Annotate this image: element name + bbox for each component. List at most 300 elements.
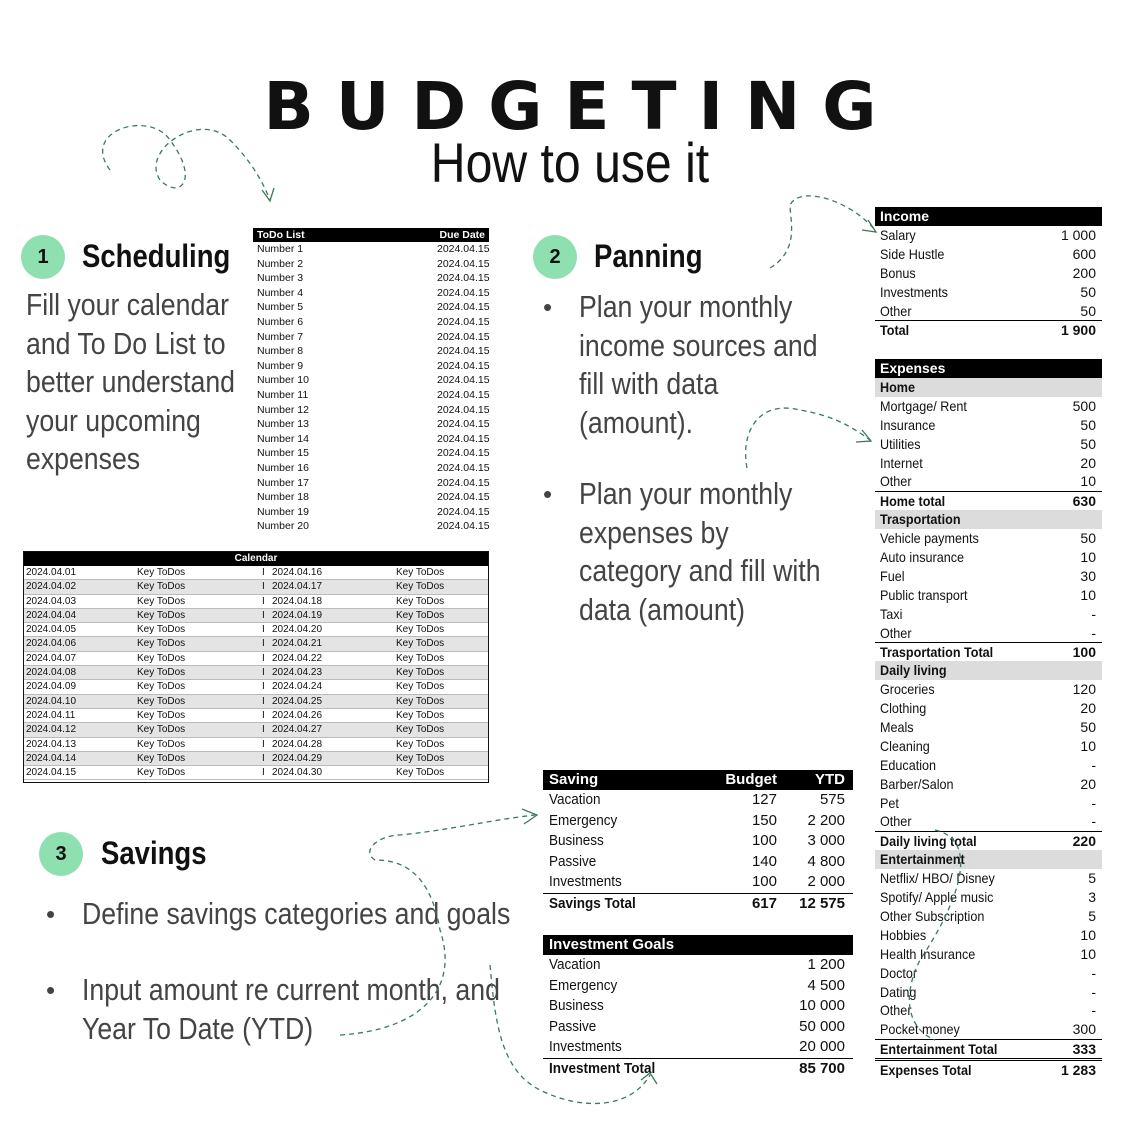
investment-total-value: 85 700 [799, 1059, 845, 1077]
calendar-todos: Key ToDos [137, 667, 186, 679]
calendar-separator: I [262, 609, 265, 621]
income-row-value: 50 [1080, 283, 1096, 300]
calendar-todos: Key ToDos [396, 581, 445, 593]
investment-row [543, 976, 853, 997]
expense-row-value: - [1091, 624, 1096, 641]
expense-row-value: 50 [1080, 530, 1096, 547]
expense-row-value: 20 [1080, 775, 1096, 792]
saving-ytd: 575 [819, 791, 845, 808]
bullet-dot: • [46, 975, 56, 1005]
calendar-date: 2024.04.03 [26, 595, 77, 607]
expense-row-value: - [1091, 605, 1096, 622]
todo-row [253, 388, 489, 403]
todo-row [253, 242, 489, 257]
expense-row [875, 472, 1102, 491]
income-row [875, 226, 1102, 245]
todo-due-date: 2024.04.15 [437, 418, 490, 431]
expense-row [875, 888, 1102, 907]
calendar-todos: Key ToDos [137, 767, 186, 779]
todo-due-date: 2024.04.15 [437, 301, 490, 314]
investment-total [543, 1058, 853, 1079]
expense-row-label: Utilities [880, 435, 921, 452]
income-row [875, 302, 1102, 321]
todo-item: Number 9 [257, 359, 304, 372]
todo-row [253, 359, 489, 374]
bullet-line: fill with data [579, 366, 719, 401]
calendar-date: 2024.04.02 [26, 581, 77, 593]
todo-item: Number 17 [257, 476, 309, 489]
expense-group-total-value: 333 [1072, 1041, 1096, 1058]
todo-row [253, 271, 489, 286]
calendar-todos: Key ToDos [396, 667, 445, 679]
expense-row-label: Internet [880, 454, 923, 471]
expense-group-total [875, 491, 1102, 510]
calendar-todos: Key ToDos [137, 752, 186, 764]
saving-budget: 127 [751, 791, 777, 808]
expense-row-label: Taxi [880, 605, 903, 622]
income-row-label: Side Hustle [880, 245, 945, 262]
saving-ytd: 4 800 [807, 852, 845, 870]
expense-group-total [875, 642, 1102, 661]
calendar-separator: I [262, 595, 265, 607]
todo-item: Number 1 [257, 243, 304, 255]
arrowhead-saving [522, 809, 537, 824]
calendar-date: 2024.04.28 [272, 738, 323, 750]
calendar-row [24, 580, 488, 594]
calendar-todos: Key ToDos [396, 752, 445, 764]
calendar-todos: Key ToDos [137, 681, 186, 693]
expense-row-label: Education [880, 756, 937, 773]
todo-item: Number 10 [257, 374, 309, 387]
investment-row [543, 996, 853, 1017]
bullet-dot: • [543, 292, 553, 322]
calendar-todos: Key ToDos [396, 695, 445, 707]
bullet-line: (amount). [579, 404, 694, 440]
scheduling-description [26, 286, 235, 479]
todo-item: Number 18 [257, 491, 309, 504]
bullet-line: Define savings categories and goals [82, 896, 511, 931]
expenses-total [875, 1061, 1102, 1080]
calendar-todos: Key ToDos [396, 738, 445, 750]
todo-due-date: 2024.04.15 [437, 330, 490, 343]
investment-category: Passive [549, 1017, 597, 1035]
expense-group [875, 510, 1102, 529]
expense-row-label: Other [880, 813, 912, 830]
panning-bullet-expenses [543, 475, 843, 635]
expense-row-value: 120 [1072, 681, 1096, 698]
income-total-value: 1 900 [1060, 322, 1096, 339]
saving-budget: 100 [751, 832, 777, 849]
expense-row-label: Pocket money [880, 1021, 960, 1038]
expense-row-value: - [1091, 964, 1096, 981]
expense-row-label: Cleaning [880, 737, 930, 754]
expense-row-value: 10 [1080, 926, 1096, 943]
todo-due-date: 2024.04.15 [437, 520, 490, 533]
todo-item: Number 20 [257, 520, 309, 533]
expense-row-value: 20 [1080, 700, 1096, 717]
expense-row-label: Hobbies [880, 926, 927, 943]
income-total-label: Total [880, 322, 910, 339]
saving-total-ytd: 12 575 [799, 894, 845, 912]
calendar-date: 2024.04.29 [272, 752, 323, 764]
investment-category: Emergency [549, 976, 618, 994]
expense-row-label: Other [880, 473, 912, 490]
expense-row [875, 680, 1102, 699]
expense-row [875, 529, 1102, 548]
income-row [875, 283, 1102, 302]
expense-row [875, 416, 1102, 435]
expense-row [875, 869, 1102, 888]
todo-row [253, 505, 489, 520]
todo-header [253, 228, 489, 242]
section-title-panning: Panning [594, 238, 703, 274]
income-row-value: 50 [1080, 302, 1096, 319]
scheduling-line: expenses [26, 441, 141, 476]
calendar-separator: I [262, 681, 265, 693]
expense-row [875, 1001, 1102, 1020]
calendar-date: 2024.04.21 [272, 638, 323, 650]
calendar-todos: Key ToDos [137, 738, 186, 750]
expense-row-value: - [1091, 756, 1096, 773]
expense-row-value: - [1091, 813, 1096, 830]
section-title-savings: Savings [101, 835, 207, 871]
saving-header-ytd: YTD [815, 771, 845, 788]
calendar-todos: Key ToDos [137, 709, 186, 721]
scheduling-line: Fill your calendar [26, 287, 230, 322]
expense-group-total [875, 831, 1102, 850]
calendar-row [24, 752, 488, 766]
expenses-header: Expenses [875, 359, 1102, 378]
todo-due-date: 2024.04.15 [437, 403, 490, 416]
investment-row [543, 1037, 853, 1058]
expense-row-label: Vehicle payments [880, 530, 979, 547]
expense-row-value: 30 [1080, 567, 1096, 584]
step-badge-1: 1 [21, 235, 65, 279]
calendar-separator: I [262, 724, 265, 736]
calendar-row [24, 738, 488, 752]
todo-item: Number 14 [257, 432, 309, 445]
calendar-date: 2024.04.17 [272, 581, 323, 593]
todo-row [253, 257, 489, 272]
expense-row-label: Spotify/ Apple music [880, 889, 994, 906]
expense-row [875, 812, 1102, 831]
expense-row-label: Fuel [880, 567, 905, 584]
saving-budget: 150 [751, 811, 777, 829]
expense-row [875, 397, 1102, 416]
todo-due-date: 2024.04.15 [437, 491, 490, 504]
todo-due-date: 2024.04.15 [437, 359, 490, 372]
todo-row [253, 519, 489, 534]
todo-due-date: 2024.04.15 [437, 505, 490, 518]
expense-row [875, 435, 1102, 454]
saving-ytd: 3 000 [807, 832, 845, 849]
saving-category: Business [549, 832, 604, 849]
expense-row-value: 10 [1080, 737, 1096, 754]
saving-table [543, 770, 853, 913]
investment-category: Vacation [549, 956, 601, 973]
expenses-total-value: 1 283 [1060, 1062, 1096, 1079]
calendar-date: 2024.04.25 [272, 695, 323, 707]
calendar-separator: I [262, 652, 265, 664]
calendar-date: 2024.04.04 [26, 609, 77, 621]
calendar-date: 2024.04.16 [272, 567, 323, 578]
calendar-todos: Key ToDos [396, 652, 445, 664]
bullet-line: Plan your monthly [579, 289, 793, 324]
expense-row-value: 5 [1088, 870, 1096, 887]
saving-total-budget: 617 [751, 894, 777, 912]
expense-row-label: Other [880, 624, 912, 641]
calendar-separator: I [262, 567, 265, 578]
investment-goal: 4 500 [807, 976, 845, 994]
calendar-date: 2024.04.12 [26, 724, 77, 736]
calendar-date: 2024.04.09 [26, 681, 77, 693]
todo-row [253, 446, 489, 461]
expense-row-label: Mortgage/ Rent [880, 397, 967, 414]
expense-group-label: Entertainment [880, 851, 965, 868]
expense-group [875, 378, 1102, 397]
expense-row-label: Groceries [880, 681, 935, 698]
expense-row [875, 907, 1102, 926]
expense-row [875, 454, 1102, 473]
expense-row [875, 1020, 1102, 1039]
todo-row [253, 315, 489, 330]
calendar-row [24, 695, 488, 709]
calendar-date: 2024.04.11 [26, 709, 76, 721]
calendar-todos: Key ToDos [396, 624, 445, 636]
expense-group-total [875, 1039, 1102, 1058]
expense-row-value: 10 [1080, 549, 1096, 566]
saving-category: Investments [549, 873, 622, 890]
expense-row-label: Dating [880, 983, 917, 1000]
todo-item: Number 5 [257, 301, 304, 314]
calendar-todos: Key ToDos [137, 638, 186, 650]
investment-goal: 20 000 [799, 1038, 845, 1055]
expense-group-total-value: 630 [1072, 493, 1096, 510]
calendar-separator: I [262, 738, 265, 750]
todo-item: Number 12 [257, 403, 309, 416]
todo-due-date: 2024.04.15 [437, 272, 490, 285]
calendar-table [23, 551, 489, 783]
saving-row [543, 811, 853, 832]
expense-group-total-value: 220 [1072, 833, 1096, 850]
todo-row [253, 373, 489, 388]
saving-budget: 140 [751, 852, 777, 870]
todo-header-due: Due Date [439, 229, 485, 241]
expense-group-label: Daily living [880, 662, 947, 679]
expense-group-total-label: Trasportation Total [880, 644, 994, 661]
calendar-row [24, 566, 488, 580]
calendar-todos: Key ToDos [137, 609, 186, 621]
calendar-date: 2024.04.01 [26, 567, 77, 578]
calendar-separator: I [262, 624, 265, 636]
calendar-todos: Key ToDos [137, 724, 186, 736]
expense-row-label: Meals [880, 719, 914, 736]
expense-row [875, 586, 1102, 605]
income-row-label: Other [880, 302, 912, 319]
expense-row-value: 3 [1088, 889, 1096, 906]
todo-row [253, 286, 489, 301]
calendar-date: 2024.04.14 [26, 752, 77, 764]
todo-due-date: 2024.04.15 [437, 243, 490, 255]
expense-group-total-label: Daily living total [880, 833, 977, 850]
calendar-row [24, 766, 488, 780]
calendar-date: 2024.04.26 [272, 709, 323, 721]
todo-due-date: 2024.04.15 [437, 388, 490, 401]
income-row-label: Investments [880, 283, 948, 300]
todo-row [253, 476, 489, 491]
todo-list-table [253, 228, 489, 534]
calendar-todos: Key ToDos [396, 709, 445, 721]
calendar-row [24, 609, 488, 623]
todo-item: Number 4 [257, 286, 304, 299]
income-row-value: 600 [1072, 245, 1096, 262]
expense-row-value: 20 [1080, 454, 1096, 471]
todo-row [253, 417, 489, 432]
investment-goals-table [543, 935, 853, 1078]
saving-category: Passive [549, 852, 597, 870]
todo-due-date: 2024.04.15 [437, 257, 490, 270]
scheduling-line: better understand [26, 364, 235, 399]
todo-row [253, 432, 489, 447]
todo-due-date: 2024.04.15 [437, 286, 490, 299]
todo-item: Number 15 [257, 447, 309, 460]
expense-row-label: Other [880, 1002, 912, 1019]
expense-row-label: Other Subscription [880, 907, 985, 924]
expense-row [875, 699, 1102, 718]
expense-row-value: 50 [1080, 435, 1096, 452]
calendar-date: 2024.04.10 [26, 695, 77, 707]
calendar-todos: Key ToDos [396, 567, 445, 578]
arrow-income [770, 196, 875, 268]
investment-goal: 1 200 [807, 956, 845, 973]
income-table [875, 207, 1102, 339]
investment-goal: 10 000 [799, 997, 845, 1014]
todo-item: Number 2 [257, 257, 304, 270]
bullet-dot: • [46, 899, 56, 929]
bullet-line: expenses by [579, 514, 729, 550]
bullet-line: Plan your monthly [579, 476, 793, 511]
calendar-todos: Key ToDos [137, 695, 186, 707]
expense-group [875, 850, 1102, 869]
saving-header [543, 770, 853, 790]
calendar-date: 2024.04.19 [272, 609, 323, 621]
bullet-line: Input amount re current month, and [82, 972, 500, 1007]
expense-row [875, 794, 1102, 813]
expense-group [875, 661, 1102, 680]
calendar-todos: Key ToDos [396, 595, 445, 607]
expense-row-label: Auto insurance [880, 549, 965, 566]
scheduling-line: and To Do List to [26, 325, 226, 361]
calendar-todos: Key ToDos [396, 609, 445, 621]
expenses-total-label: Expenses Total [880, 1062, 972, 1079]
calendar-date: 2024.04.27 [272, 724, 323, 736]
calendar-todos: Key ToDos [137, 624, 186, 636]
saving-ytd: 2 200 [807, 811, 845, 829]
calendar-date: 2024.04.23 [272, 667, 323, 679]
expense-group-total-value: 100 [1072, 644, 1096, 661]
calendar-row [24, 637, 488, 651]
todo-item: Number 3 [257, 272, 304, 285]
expense-row-value: 5 [1088, 907, 1096, 924]
expense-row-label: Barber/Salon [880, 775, 954, 792]
expense-row-label: Health Insurance [880, 945, 976, 962]
calendar-date: 2024.04.06 [26, 638, 77, 650]
calendar-row [24, 652, 488, 666]
expense-row-label: Netflix/ HBO/ Disney [880, 870, 995, 887]
calendar-row [24, 680, 488, 694]
expense-row [875, 964, 1102, 983]
todo-item: Number 8 [257, 345, 304, 358]
saving-row [543, 831, 853, 852]
step-badge-3: 3 [39, 832, 83, 876]
todo-due-date: 2024.04.15 [437, 476, 490, 489]
expense-row [875, 718, 1102, 737]
page-title: BUDGETING [263, 68, 899, 145]
calendar-separator: I [262, 709, 265, 721]
todo-row [253, 461, 489, 476]
calendar-todos: Key ToDos [137, 652, 186, 664]
calendar-separator: I [262, 638, 265, 650]
saving-row [543, 852, 853, 873]
calendar-date: 2024.04.08 [26, 667, 77, 679]
investment-row [543, 1017, 853, 1038]
calendar-date: 2024.04.22 [272, 652, 323, 664]
bullet-line: Year To Date (YTD) [82, 1010, 314, 1046]
income-row-value: 1 000 [1060, 227, 1096, 243]
expense-row [875, 756, 1102, 775]
todo-item: Number 16 [257, 461, 309, 474]
todo-row [253, 490, 489, 505]
income-row-value: 200 [1072, 264, 1096, 281]
calendar-todos: Key ToDos [137, 595, 186, 607]
todo-due-date: 2024.04.15 [437, 461, 490, 474]
income-header: Income [875, 207, 1102, 226]
expense-row-value: 50 [1080, 719, 1096, 736]
saving-budget: 100 [751, 873, 777, 890]
expense-row-label: Clothing [880, 700, 927, 717]
saving-header-budget: Budget [725, 771, 777, 788]
calendar-date: 2024.04.05 [26, 624, 77, 636]
expense-row-value: 50 [1080, 416, 1096, 433]
expense-group-total-label: Entertainment Total [880, 1041, 998, 1058]
expense-row [875, 624, 1102, 643]
calendar-separator: I [262, 667, 265, 679]
saving-total [543, 893, 853, 914]
income-row [875, 245, 1102, 264]
expense-row [875, 548, 1102, 567]
calendar-separator: I [262, 752, 265, 764]
todo-due-date: 2024.04.15 [437, 345, 490, 358]
saving-header-name: Saving [549, 771, 599, 788]
calendar-separator: I [262, 695, 265, 707]
expense-row [875, 926, 1102, 945]
expense-row-label: Doctor [880, 964, 918, 981]
calendar-todos: Key ToDos [137, 567, 186, 578]
bullet-dot: • [543, 479, 553, 509]
todo-due-date: 2024.04.15 [437, 432, 490, 445]
investment-total-label: Investment Total [549, 1059, 656, 1077]
expense-row [875, 945, 1102, 964]
saving-ytd: 2 000 [807, 873, 845, 890]
saving-row [543, 790, 853, 811]
expense-row-value: - [1091, 1002, 1096, 1019]
todo-due-date: 2024.04.15 [437, 315, 490, 328]
calendar-todos: Key ToDos [396, 767, 445, 779]
expense-row-label: Public transport [880, 586, 968, 603]
income-row-label: Salary [880, 227, 916, 243]
saving-category: Emergency [549, 811, 618, 829]
calendar-row [24, 623, 488, 637]
